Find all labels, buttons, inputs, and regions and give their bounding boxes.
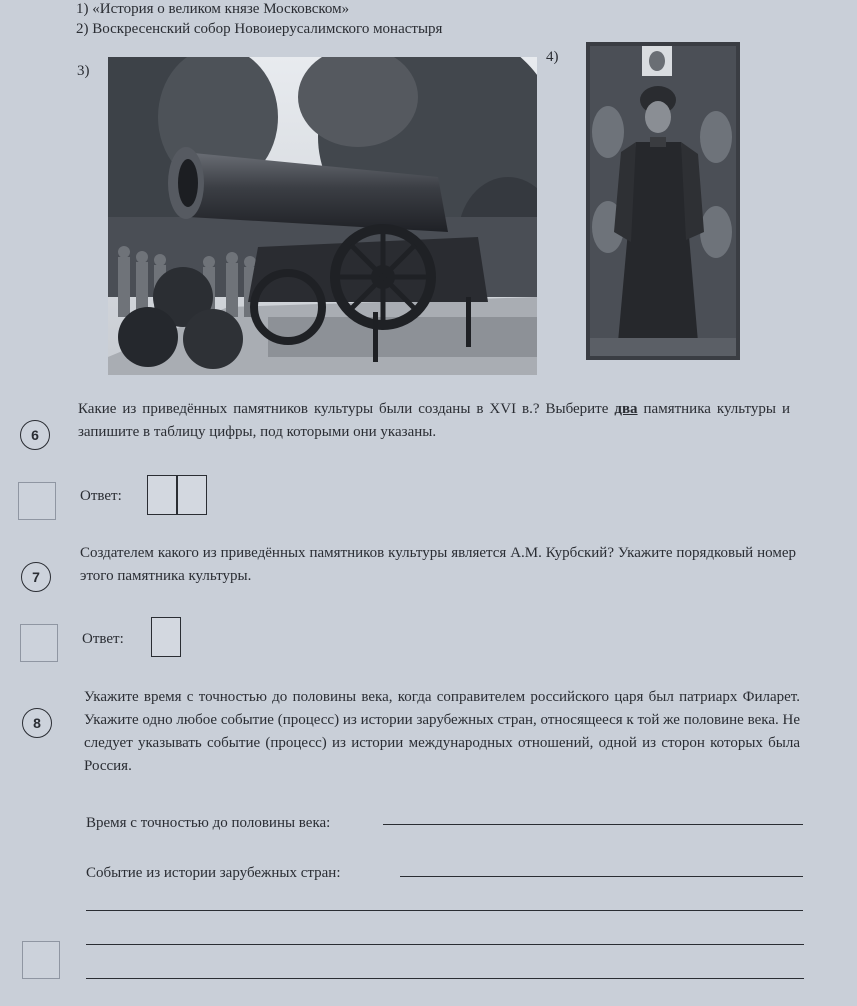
- question-8-text: Укажите время с точностью до половины века, когда соправителем российского царя был патриарх Филарет. Укажите одно любое событие (процесс) из истории зарубежных стран, относящееся к той же половине века. Не следует указывать событие (процесс) из истории международных отношений, одной из сторон которых была Россия.: [84, 689, 800, 774]
- answer-line[interactable]: [86, 910, 803, 911]
- question-6-emphasis: два: [614, 401, 638, 417]
- task-number-6: 6: [20, 420, 50, 450]
- list-item-2: 2) Воскресенский собор Новоиерусалимского монастыря: [76, 21, 443, 37]
- answer-cell-7[interactable]: [151, 617, 181, 657]
- answer-line[interactable]: [86, 978, 804, 979]
- task-number-8: 8: [22, 708, 52, 738]
- task-number-7: 7: [21, 562, 51, 592]
- answer-cell-6-1[interactable]: [147, 475, 177, 515]
- question-6-text-part: Какие из приведённых памятников культуры были созданы в XVI в.? Выберите: [78, 401, 615, 417]
- time-answer-line[interactable]: [383, 824, 803, 825]
- time-field-label: Время с точностью до половины века:: [86, 815, 331, 831]
- event-answer-line[interactable]: [400, 876, 803, 877]
- answer-cell-6-2[interactable]: [177, 475, 207, 515]
- image-4-label: 4): [546, 49, 559, 65]
- answer-line[interactable]: [86, 944, 804, 945]
- score-box-6: [18, 482, 56, 520]
- portrait-photo: [586, 42, 740, 360]
- question-7-text: Создателем какого из приведённых памятников культуры является А.М. Курбский? Укажите порядковый номер этого памятника культуры.: [80, 545, 796, 584]
- question-6-text: [78, 398, 790, 444]
- question-6-text-part: памятника культуры и запишите в таблицу цифры, под которыми они указаны.: [78, 401, 790, 440]
- image-3-label: 3): [77, 63, 90, 79]
- score-box-8: [22, 941, 60, 979]
- score-box-7: [20, 624, 58, 662]
- event-field-label: Событие из истории зарубежных стран:: [86, 865, 341, 881]
- answer-label-6: Ответ:: [80, 488, 122, 504]
- tsar-cannon-photo: [108, 57, 537, 375]
- answer-label-7: Ответ:: [82, 631, 124, 647]
- list-item-1: 1) «История о великом князе Московском»: [76, 1, 350, 17]
